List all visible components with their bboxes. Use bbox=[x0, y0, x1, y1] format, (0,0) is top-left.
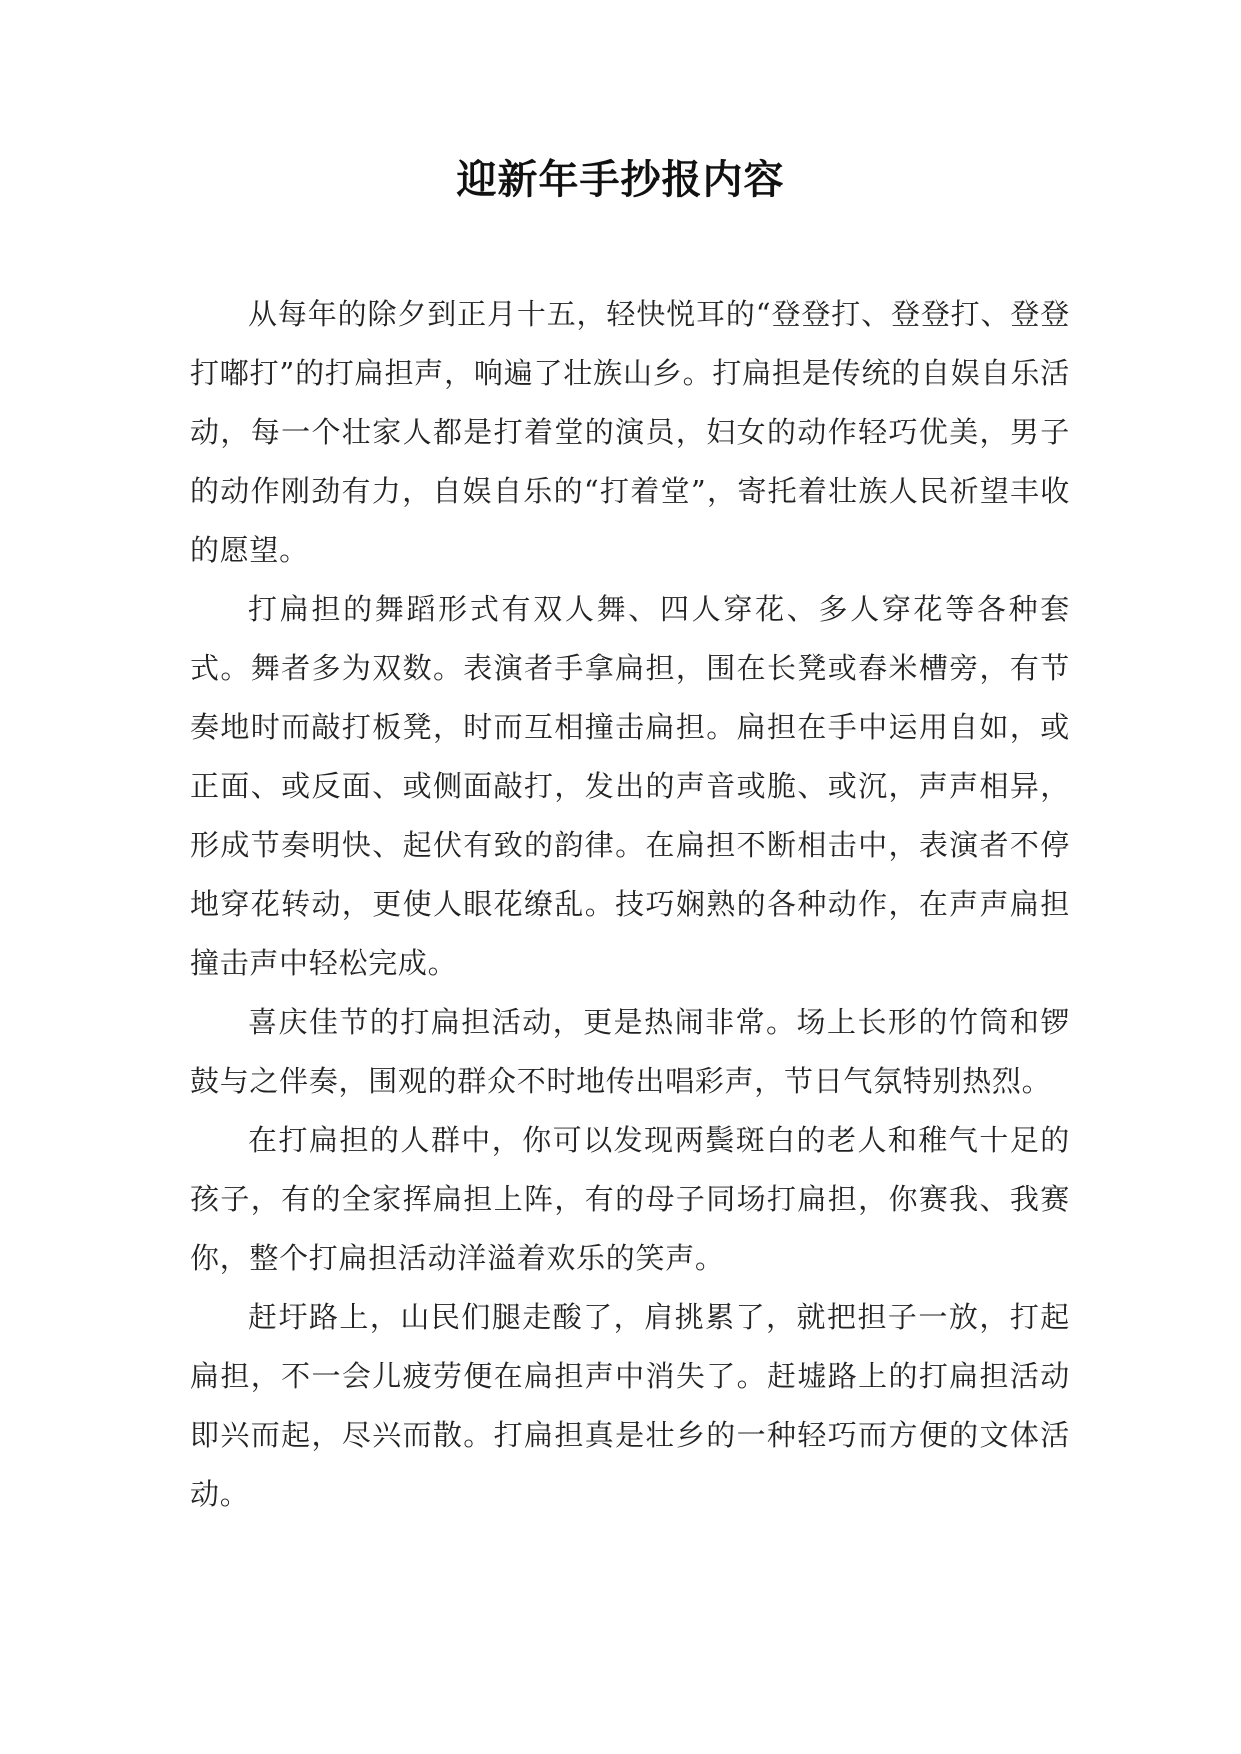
document-body bbox=[190, 285, 1070, 1524]
document-title: 迎新年手抄报内容 bbox=[456, 157, 785, 203]
paragraph-3: 喜庆佳节的打扁担活动，更是热闹非常。场上长形的竹筒和锣鼓与之伴奏，围观的群众不时地传出唱彩声，节日气氛特别热烈。 bbox=[190, 1005, 1070, 1098]
paragraph-4: 在打扁担的人群中，你可以发现两鬓斑白的老人和稚气十足的孩子，有的全家挥扁担上阵，有的母子同场打扁担，你赛我、我赛你，整个打扁担活动洋溢着欢乐的笑声。 bbox=[190, 1123, 1070, 1275]
paragraph-5: 赶圩路上，山民们腿走酸了，肩挑累了，就把担子一放，打起扁担，不一会儿疲劳便在扁担声中消失了。赶墟路上的打扁担活动即兴而起，尽兴而散。打扁担真是壮乡的一种轻巧而方便的文体活动。 bbox=[190, 1300, 1070, 1511]
paragraph-1: 从每年的除夕到正月十五，轻快悦耳的“登登打、登登打、登登打嘟打”的打扁担声，响遍了壮族山乡。打扁担是传统的自娱自乐活动，每一个壮家人都是打着堂的演员，妇女的动作轻巧优美，男子的动作刚劲有力，自娱自乐的“打着堂”，寄托着壮族人民祈望丰收的愿望。 bbox=[190, 297, 1070, 567]
paragraph-2: 打扁担的舞蹈形式有双人舞、四人穿花、多人穿花等各种套式。舞者多为双数。表演者手拿扁担，围在长凳或舂米槽旁，有节奏地时而敲打板凳，时而互相撞击扁担。扁担在手中运用自如，或正面、或反面、或侧面敲打，发出的声音或脆、或沉，声声相异，形成节奏明快、起伏有致的韵律。在扁担不断相击中，表演者不停地穿花转动，更使人眼花缭乱。技巧娴熟的各种动作，在声声扁担撞击声中轻松完成。 bbox=[190, 592, 1070, 980]
